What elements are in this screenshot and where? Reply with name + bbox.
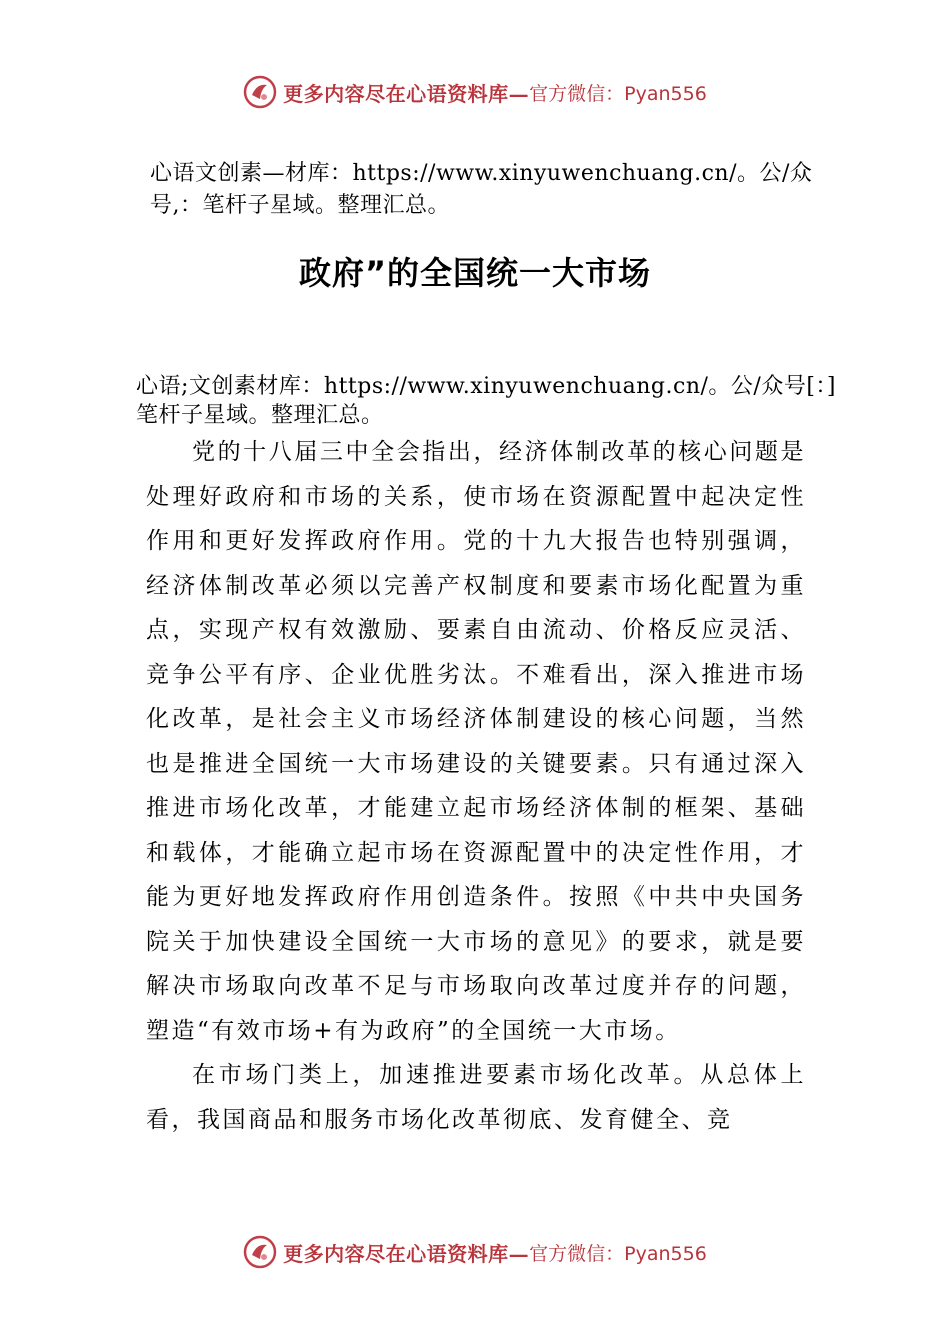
source-note-2: 心语;文创素材库：https://www.xinyuwenchuang.cn/。公/众号[：]笔杆子星域。整理汇总。 [136, 374, 836, 428]
xinyu-logo-icon [243, 75, 277, 109]
source-note-1: 心语文创素—材库：https://www.xinyuwenchuang.cn/。公/众号,：笔杆子星域。整理汇总。 [150, 161, 813, 218]
document-body [146, 430, 806, 1142]
watermark-banner-top [0, 70, 950, 114]
watermark-text: 更多内容尽在心语资料库— [283, 81, 530, 106]
paragraph: 党的十八届三中全会指出，经济体制改革的核心问题是处理好政府和市场的关系，使市场在资源配置中起决定性作用和更好发挥政府作用。党的十九大报告也特别强调，经济体制改革必须以完善产权制度和要素市场化配置为重点，实现产权有效激励、要素自由流动、价格反应灵活、竞争公平有序、企业优胜劣汰。不难看出，深入推进市场化改革，是社会主义市场经济体制建设的核心问题，当然也是推进全国统一大市场建设的关键要素。只有通过深入推进市场化改革，才能建立起市场经济体制的框架、基础和载体，才能确立起市场在资源配置中的决定性作用，才能为更好地发挥政府作用创造条件。按照《中共中央国务院关于加快建设全国统一大市场的意见》的要求，就是要解决市场取向改革不足与市场取向改革过度并存的问题，塑造“有效市场+有为政府”的全国统一大市场。 [146, 439, 806, 1044]
watermark-wechat: 官方微信：Pyan556 [529, 82, 707, 105]
watermark-text: 更多内容尽在心语资料库— [283, 1241, 530, 1266]
xinyu-logo-icon [243, 1235, 277, 1269]
paragraph: 在市场门类上，加速推进要素市场化改革。从总体上看，我国商品和服务市场化改革彻底、发育健全、竞 [146, 1062, 806, 1133]
watermark-banner-bottom [0, 1230, 950, 1274]
watermark-wechat: 官方微信：Pyan556 [529, 1242, 707, 1265]
page-title: 政府”的全国统一大市场 [298, 254, 652, 292]
